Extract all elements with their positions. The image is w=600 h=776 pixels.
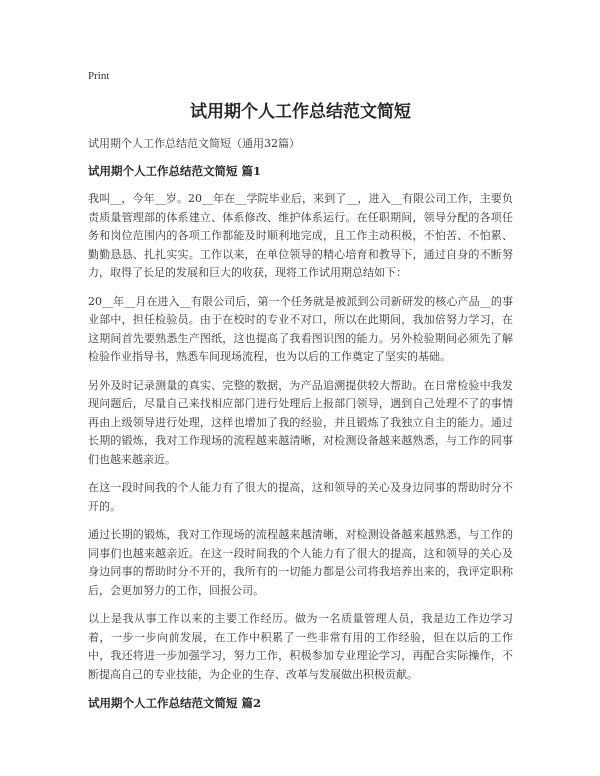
section-1 xyxy=(88,162,513,684)
section-heading: 试用期个人工作总结范文简短 篇2 xyxy=(88,696,262,710)
document-page xyxy=(88,68,513,722)
print-label: Print xyxy=(88,70,110,82)
paragraph: 我叫__，今年__岁。20__年在__学院毕业后，来到了__，进入__有限公司工作，主要负责质量管理部的体系建立、体系修改、维护体系运行。在任职期间，领导分配的各项任务和岗位范围内的各项工作都能及时顺利地完成，且工作主动积极，不怕苦、不怕累、勤勤恳恳、扎扎实实。工作以来，在单位领导的精心培育和教导下，通过自身的不断努力，取得了长足的发展和巨大的收获，现将工作试用期总结如下： xyxy=(88,192,513,279)
document-subtitle: 试用期个人工作总结范文简短（通用32篇） xyxy=(88,137,300,150)
paragraph: 20__年__月在进入__有限公司后，第一个任务就是被派到公司新研发的核心产品__的事业部中，担任检验员。由于在校时的专业不对口，所以在此期间，我加倍努力学习，在这期间首先要熟悉生产图纸，这也提高了我看图识图的能力。另外检验期间必须先了解检验作业指导书，熟悉车间现场流程，也为以后的工作奠定了坚实的基础。 xyxy=(88,294,513,363)
paragraph: 以上是我从事工作以来的主要工作经历。做为一名质量管理人员，我是边工作边学习着，一步一步向前发展，在工作中积累了一些非常有用的工作经验，但在以后的工作中，我还将进一步加强学习，努力工作，积极参加专业理论学习，再配合实际操作，不断提高自己的专业技能，为企业的生存、改革与发展做出积极贡献。 xyxy=(88,612,513,681)
paragraph: 另外及时记录测量的真实、完整的数据，为产品追溯提供较大帮助。在日常检验中我发现问题后，尽量自己来找相应部门进行处理后上报部门领导，遇到自己处理不了的事情再由上级领导进行处理，这样也增加了我的经验，并且锻炼了我独立自主的能力。通过长期的锻炼，我对工作现场的流程越来越清晰，对检测设备越来越熟悉，与工作的同事们也越来越亲近。 xyxy=(88,378,513,466)
paragraph: 在这一段时间我的个人能力有了很大的提高，这和领导的关心及身边同事的帮助时分不开的。 xyxy=(88,481,513,513)
section-heading: 试用期个人工作总结范文简短 篇1 xyxy=(88,164,262,178)
section-2 xyxy=(88,694,513,712)
paragraph: 通过长期的锻炼，我对工作现场的流程越来越清晰，对检测设备越来越熟悉，与工作的同事们也越来越亲近。在这一段时间我的个人能力有了很大的提高，这和领导的关心及身边同事的帮助时分不开的，我所有的一切能力都是公司将我培养出来的，我评定职称后，会更加努力的工作，回报公司。 xyxy=(88,528,513,597)
document-title: 试用期个人工作总结范文简短 xyxy=(190,102,411,122)
